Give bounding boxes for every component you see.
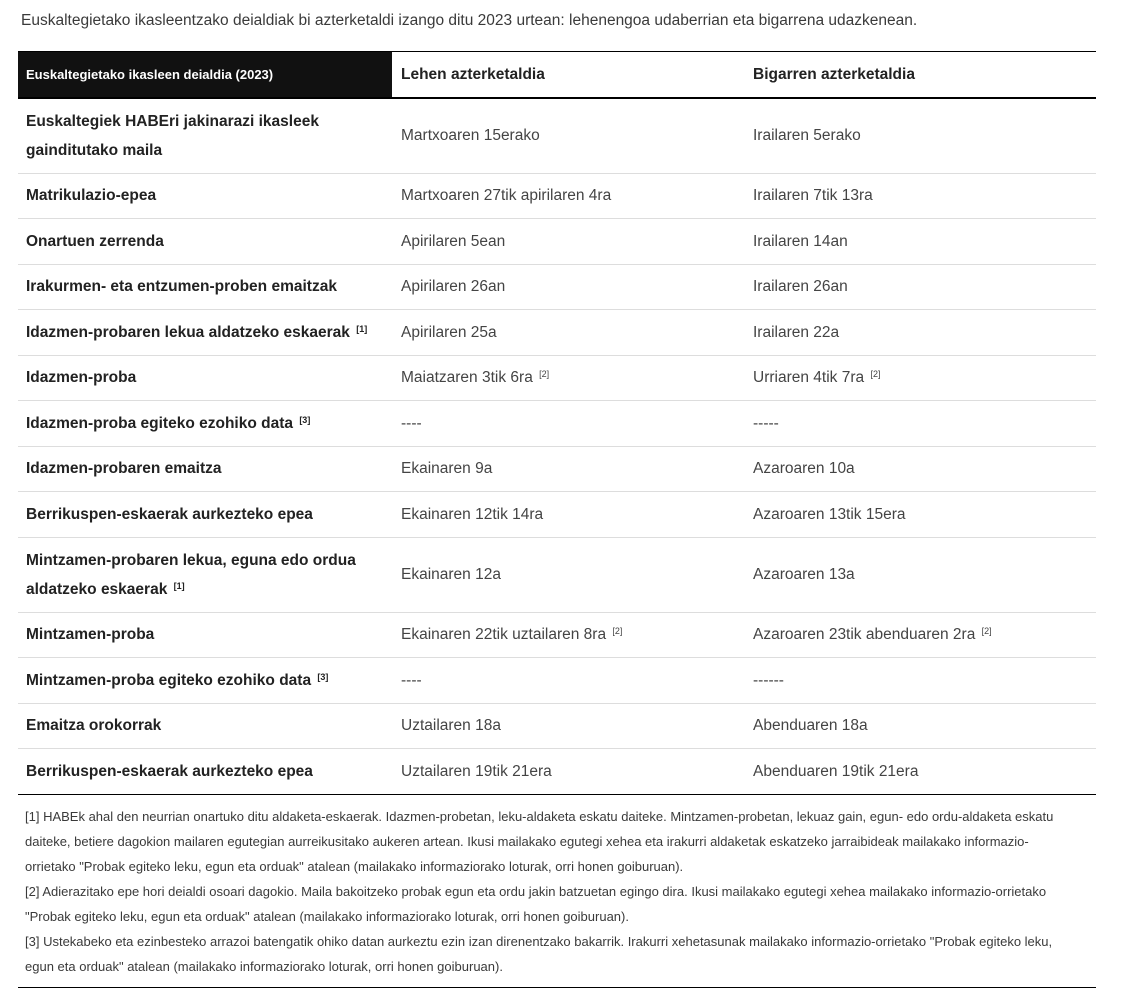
row-label: Mintzamen-probaren lekua, eguna edo ordua aldatzeko eskaerak [1]: [18, 537, 392, 612]
table-row: [18, 401, 1096, 447]
table-row: [18, 537, 1096, 612]
first-session-cell: Uztailaren 18a: [392, 703, 744, 749]
second-session-cell: Azaroaren 13a: [744, 537, 1096, 612]
bottom-divider: [18, 987, 1096, 988]
row-label: Idazmen-proba egiteko ezohiko data [3]: [18, 401, 392, 447]
row-label: Mintzamen-proba egiteko ezohiko data [3]: [18, 658, 392, 704]
header-call: Euskaltegietako ikasleen deialdia (2023): [18, 52, 392, 99]
first-session-cell: Uztailaren 19tik 21era: [392, 749, 744, 795]
table-row: [18, 658, 1096, 704]
second-session-cell: Irailaren 14an: [744, 219, 1096, 265]
footnote-3: [3] Ustekabeko eta ezinbesteko arrazoi batengatik ohiko datan aurkeztu ezin izan direnentzako bakarrik. Irakurri xehetasunak mailakako informazio-orrietako "Probak egiteko leku, egun eta orduak" atalean (mailakako informaziorako loturak, orri honen goiburuan).: [25, 934, 1053, 974]
second-session-cell: -----: [744, 401, 1096, 447]
second-session-cell: ------: [744, 658, 1096, 704]
footnote-ref[interactable]: [2]: [870, 369, 881, 380]
header-second-session: Bigarren azterketaldia: [744, 52, 1096, 99]
second-session-cell: Abenduaren 18a: [744, 703, 1096, 749]
table-row: [18, 446, 1096, 492]
table-header-row: [18, 52, 1096, 99]
footnote-2: [2] Adierazitako epe hori deialdi osoari dagokio. Maila bakoitzeko probak egun eta ordu jakin batzuetan egingo dira. Ikusi mailakako egutegi xehea mailakako informazio-orrietako "Probak egiteko leku, egun eta orduak" atalean (mailakako informaziorako loturak, orri honen goiburuan).: [25, 884, 1047, 924]
first-session-cell: Ekainaren 22tik uztailaren 8ra [2]: [392, 612, 744, 658]
intro-text: Euskaltegietako ikasleentzako deialdiak bi azterketaldi izango ditu 2023 urtean: lehenengoa udaberrian eta bigarrena udazkenean.: [21, 12, 918, 29]
second-session-cell: Irailaren 22a: [744, 310, 1096, 356]
row-label: Berrikuspen-eskaerak aurkezteko epea: [18, 492, 392, 538]
row-label: Idazmen-probaren emaitza: [18, 446, 392, 492]
table-row: [18, 264, 1096, 310]
row-label: Idazmen-probaren lekua aldatzeko eskaerak [1]: [18, 310, 392, 356]
footnote-ref[interactable]: [2]: [981, 626, 992, 637]
table-row: [18, 703, 1096, 749]
first-session-cell: Apirilaren 25a: [392, 310, 744, 356]
row-label: Onartuen zerrenda: [18, 219, 392, 265]
second-session-cell: Azaroaren 10a: [744, 446, 1096, 492]
first-session-cell: Ekainaren 12tik 14ra: [392, 492, 744, 538]
header-first-session: Lehen azterketaldia: [392, 52, 744, 99]
row-label: Berrikuspen-eskaerak aurkezteko epea: [18, 749, 392, 795]
footnotes: [25, 804, 1075, 979]
row-label: Euskaltegiek HABEri jakinarazi ikasleek gainditutako maila: [18, 98, 392, 173]
exam-schedule-table: [18, 51, 1096, 795]
first-session-cell: Ekainaren 9a: [392, 446, 744, 492]
first-session-cell: Maiatzaren 3tik 6ra [2]: [392, 355, 744, 401]
second-session-cell: Abenduaren 19tik 21era: [744, 749, 1096, 795]
table-row: [18, 749, 1096, 795]
table-row: [18, 98, 1096, 173]
footnote-1: [1] HABEk ahal den neurrian onartuko ditu aldaketa-eskaerak. Idazmen-probetan, leku-aldaketa eskatu daiteke. Mintzamen-probetan, lekuaz gain, egun- edo ordu-aldaketa eskatu daiteke, betiere dagokion mailaren egutegian aurreikusitako aukeren artean. Ikusi mailakako egutegi xehea eta irakurri aldaketak eskatzeko jarraibideak mailakako informazio-orrietako "Probak egiteko leku, egun eta orduak" atalean (mailakako informaziorako loturak, orri honen goiburuan).: [25, 809, 1054, 874]
first-session-cell: Ekainaren 12a: [392, 537, 744, 612]
first-session-cell: Apirilaren 26an: [392, 264, 744, 310]
row-label: Matrikulazio-epea: [18, 173, 392, 219]
first-session-cell: Martxoaren 27tik apirilaren 4ra: [392, 173, 744, 219]
footnote-ref[interactable]: [2]: [612, 626, 623, 637]
table-row: [18, 310, 1096, 356]
table-row: [18, 219, 1096, 265]
second-session-cell: Irailaren 5erako: [744, 98, 1096, 173]
table-row: [18, 355, 1096, 401]
footnote-ref[interactable]: [3]: [299, 414, 311, 425]
footnote-ref[interactable]: [3]: [317, 671, 329, 682]
second-session-cell: Irailaren 7tik 13ra: [744, 173, 1096, 219]
second-session-cell: Urriaren 4tik 7ra [2]: [744, 355, 1096, 401]
second-session-cell: Irailaren 26an: [744, 264, 1096, 310]
table-row: [18, 612, 1096, 658]
first-session-cell: Apirilaren 5ean: [392, 219, 744, 265]
second-session-cell: Azaroaren 23tik abenduaren 2ra [2]: [744, 612, 1096, 658]
table-row: [18, 173, 1096, 219]
first-session-cell: ----: [392, 401, 744, 447]
footnote-ref[interactable]: [1]: [173, 580, 185, 591]
row-label: Irakurmen- eta entzumen-proben emaitzak: [18, 264, 392, 310]
footnote-ref[interactable]: [1]: [356, 323, 368, 334]
second-session-cell: Azaroaren 13tik 15era: [744, 492, 1096, 538]
row-label: Mintzamen-proba: [18, 612, 392, 658]
first-session-cell: Martxoaren 15erako: [392, 98, 744, 173]
row-label: Idazmen-proba: [18, 355, 392, 401]
row-label: Emaitza orokorrak: [18, 703, 392, 749]
first-session-cell: ----: [392, 658, 744, 704]
footnote-ref[interactable]: [2]: [539, 369, 550, 380]
table-row: [18, 492, 1096, 538]
